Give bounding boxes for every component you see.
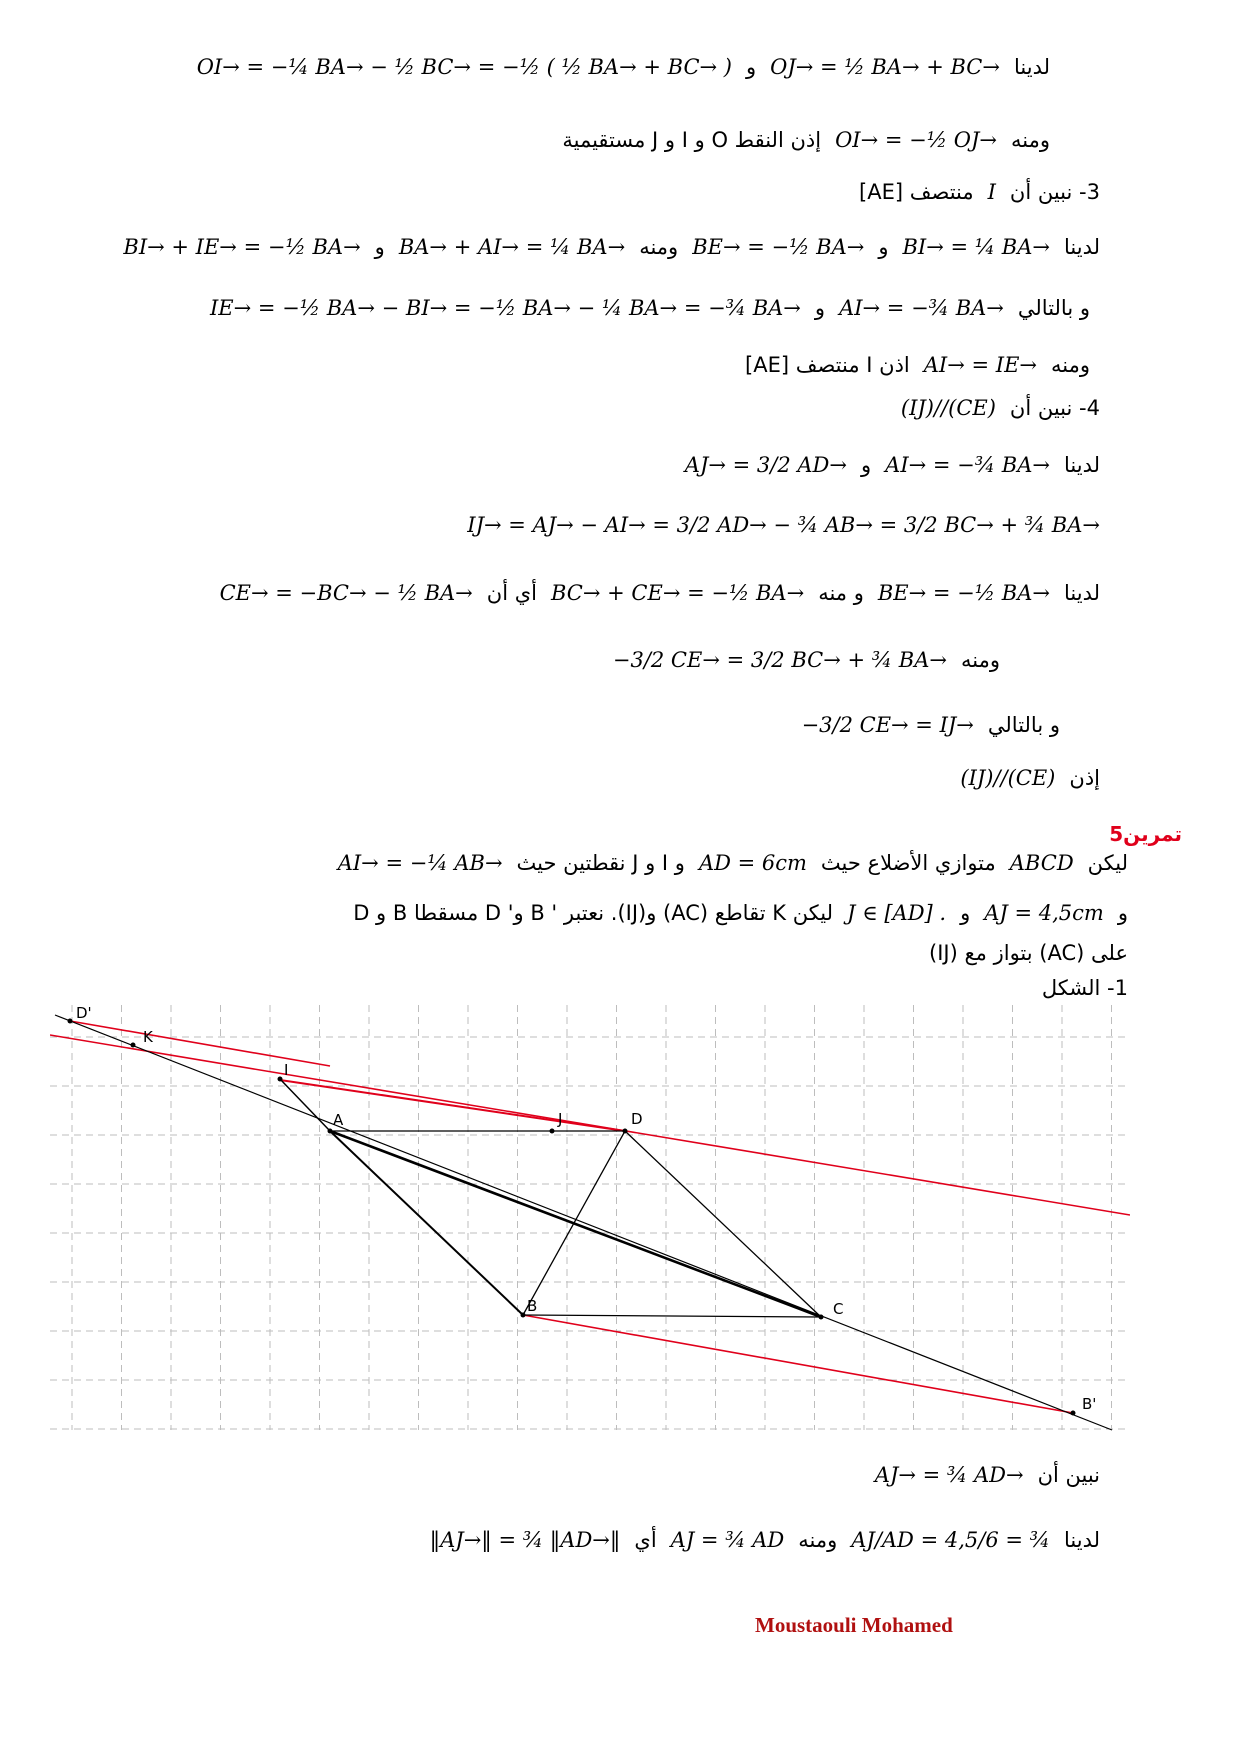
- line-2: ومنه OI→ = −½ OJ→ إذن النقط O و I و J مستقيمية: [562, 128, 1050, 152]
- line-8: لدينا AI→ = −¾ BA→ و AJ→ = 3/2 AD→: [684, 453, 1100, 477]
- label-k: K: [143, 1028, 153, 1046]
- label-bprime: B': [1082, 1395, 1097, 1413]
- ex5-line-4: 1- الشكل: [1041, 976, 1128, 1000]
- point-dprime: [68, 1019, 73, 1024]
- label-a: A: [333, 1111, 344, 1129]
- label-dprime: D': [76, 1005, 92, 1022]
- diagonal-ac: [330, 1131, 821, 1317]
- after-line-2: لدينا AJ/AD = 4,5/6 = ¾ ومنه AJ = ¾ AD أي ‖AJ→‖ = ¾ ‖AD→‖: [429, 1528, 1100, 1552]
- line-12: و بالتالي −3/2 CE→ = IJ→: [801, 713, 1060, 737]
- point-j: [550, 1129, 555, 1134]
- point-i: [278, 1077, 283, 1082]
- line-4: لدينا BI→ = ¼ BA→ و BE→ = −½ BA→ ومنه BA→ + AI→ = ¼ BA→ و BI→ + IE→ = −½ BA→: [123, 235, 1100, 259]
- label-j: J: [558, 1110, 563, 1128]
- point-k: [131, 1043, 136, 1048]
- line-11: ومنه −3/2 CE→ = 3/2 BC→ + ¾ BA→: [612, 648, 1000, 672]
- line-b-bprime: [523, 1315, 1073, 1413]
- line-10: لدينا BE→ = −½ BA→ و منه BC→ + CE→ = −½ BA→ أي أن CE→ = −BC→ − ½ BA→: [219, 581, 1100, 605]
- section-title: تمرين5: [1109, 822, 1182, 846]
- math-oi: OI→ = −¼ BA→ − ½ BC→ = −½ ( ½ BA→ + BC→ ): [196, 55, 732, 79]
- line-3: 3- نبين أن I منتصف [AE]: [859, 180, 1100, 204]
- line-6: ومنه AI→ = IE→ اذن I منتصف [AE]: [745, 353, 1090, 377]
- line-9: IJ→ = AJ→ − AI→ = 3/2 AD→ − ¾ AB→ = 3/2 BC→ + ¾ BA→: [467, 513, 1100, 537]
- side-ab: [330, 1131, 523, 1315]
- grid: [50, 1005, 1130, 1430]
- label-b: B: [527, 1297, 538, 1315]
- point-b: [521, 1313, 526, 1318]
- label-i: I: [284, 1061, 289, 1079]
- after-line-1: نبين أن AJ→ = ¾ AD→: [874, 1463, 1100, 1487]
- line-5: و بالتالي AI→ = −¾ BA→ و IE→ = −½ BA→ − BI→ = −½ BA→ − ¼ BA→ = −¾ BA→: [209, 296, 1090, 320]
- ex5-line-2: و AJ = 4,5cm و J ∈ [AD] . ليكن K تقاطع (AC) و(IJ). نعتبر ' B و' D مسقطا B و D: [353, 901, 1128, 925]
- label-c: C: [833, 1300, 844, 1318]
- point-c: [819, 1315, 824, 1320]
- line-1: لدينا OJ→ = ½ BA→ + BC→ و OI→ = −¼ BA→ − ½ BC→ = −½ ( ½ BA→ + BC→ ): [196, 55, 1050, 79]
- author-footer: Moustaouli Mohamed: [755, 1613, 953, 1637]
- diagonal-bd: [523, 1131, 625, 1315]
- line-13: إذن (IJ)//(CE): [960, 766, 1100, 790]
- point-bprime: [1071, 1411, 1076, 1416]
- ex5-line-1: ليكن ABCD متوازي الأضلاع حيث AD = 6cm و I و J نقطتين حيث AI→ = −¼ AB→: [337, 851, 1128, 875]
- side-bc: [523, 1315, 821, 1317]
- geometry-figure: [50, 1005, 1130, 1445]
- math-oj: OJ→ = ½ BA→ + BC→: [770, 55, 1000, 79]
- ex5-line-3: على (AC) بتواز مع (IJ): [929, 941, 1128, 965]
- label-d: D: [631, 1110, 643, 1128]
- line-7: 4- نبين أن (IJ)//(CE): [900, 396, 1100, 420]
- line-ac-extended: [55, 1015, 1112, 1430]
- point-d: [623, 1129, 628, 1134]
- point-a: [328, 1129, 333, 1134]
